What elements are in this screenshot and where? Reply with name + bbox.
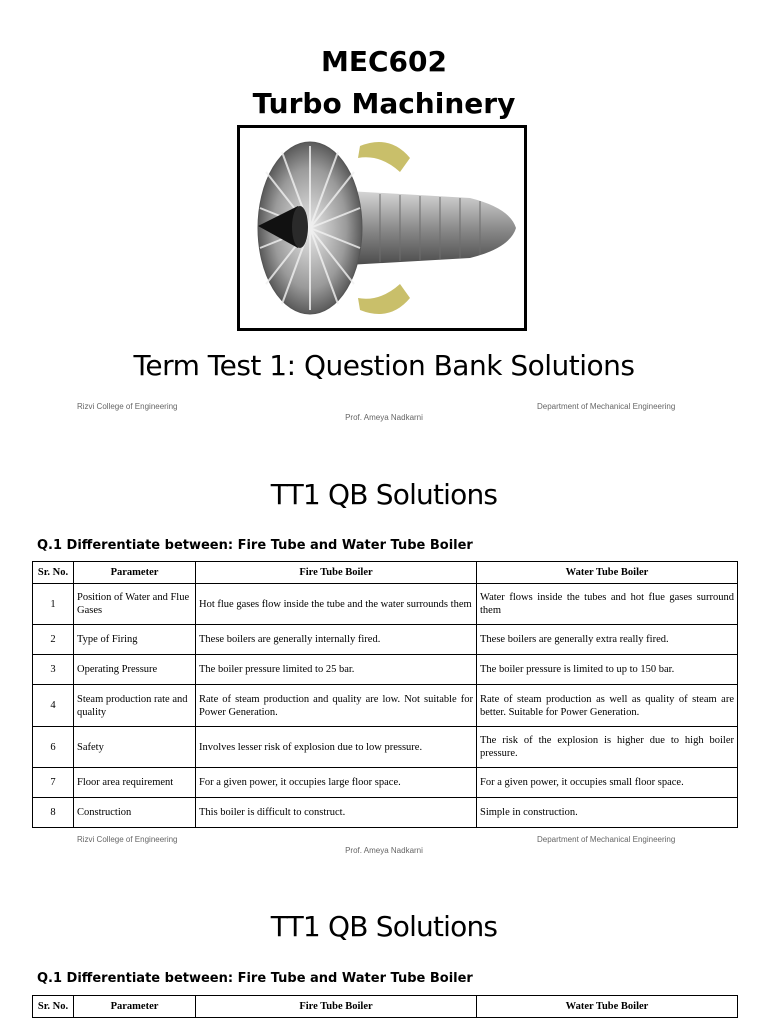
header-parameter: Parameter — [74, 562, 196, 584]
table-row — [33, 655, 738, 685]
footer-college: Rizvi College of Engineering — [77, 835, 178, 844]
header-fire-tube: Fire Tube Boiler — [196, 562, 477, 584]
footer-college: Rizvi College of Engineering — [77, 402, 178, 411]
section-heading: TT1 QB Solutions — [270, 478, 498, 511]
course-code-title: MEC602 — [321, 45, 447, 78]
header-water-tube: Water Tube Boiler — [477, 562, 738, 584]
header-sr-no: Sr. No. — [33, 562, 74, 584]
turbofan-engine-image — [237, 125, 527, 331]
boiler-comparison-table — [32, 561, 738, 828]
cell-water-tube: The risk of the explosion is higher due to high boiler pressure. — [477, 727, 738, 768]
question-title: Q.1 Differentiate between: Fire Tube and Water Tube Boiler — [37, 538, 473, 553]
footer-professor: Prof. Ameya Nadkarni — [345, 413, 423, 422]
cell-fire-tube: Hot flue gases flow inside the tube and the water surrounds them — [196, 584, 477, 625]
table-row — [33, 768, 738, 798]
course-name-title: Turbo Machinery — [252, 87, 516, 120]
cell-water-tube: The boiler pressure is limited to up to 150 bar. — [477, 655, 738, 685]
cell-fire-tube: Involves lesser risk of explosion due to low pressure. — [196, 727, 477, 768]
table-header-row — [33, 996, 738, 1018]
table-header-row — [33, 562, 738, 584]
cell-sr-no: 1 — [33, 584, 74, 625]
slide-subtitle: Term Test 1: Question Bank Solutions — [133, 349, 635, 382]
cell-sr-no: 2 — [33, 625, 74, 655]
boiler-comparison-table — [32, 995, 738, 1018]
question-title: Q.1 Differentiate between: Fire Tube and Water Tube Boiler — [37, 971, 473, 986]
cell-parameter: Type of Firing — [74, 625, 196, 655]
header-sr-no: Sr. No. — [33, 996, 74, 1018]
cell-sr-no: 3 — [33, 655, 74, 685]
cell-fire-tube: For a given power, it occupies large floor space. — [196, 768, 477, 798]
cell-sr-no: 7 — [33, 768, 74, 798]
section-heading: TT1 QB Solutions — [270, 910, 498, 943]
cell-fire-tube: The boiler pressure limited to 25 bar. — [196, 655, 477, 685]
jet-engine-illustration — [240, 128, 524, 328]
footer-professor: Prof. Ameya Nadkarni — [345, 846, 423, 855]
table-row — [33, 625, 738, 655]
header-fire-tube: Fire Tube Boiler — [196, 996, 477, 1018]
cell-water-tube: For a given power, it occupies small floor space. — [477, 768, 738, 798]
footer-department: Department of Mechanical Engineering — [537, 402, 676, 411]
cell-parameter: Steam production rate and quality — [74, 685, 196, 727]
cell-fire-tube: This boiler is difficult to construct. — [196, 798, 477, 828]
cell-sr-no: 6 — [33, 727, 74, 768]
cell-sr-no: 8 — [33, 798, 74, 828]
table-row — [33, 685, 738, 727]
cell-fire-tube: These boilers are generally internally fired. — [196, 625, 477, 655]
cell-water-tube: Water flows inside the tubes and hot flue gases surround them — [477, 584, 738, 625]
cell-parameter: Operating Pressure — [74, 655, 196, 685]
cell-water-tube: Rate of steam production as well as quality of steam are better. Suitable for Power Generation. — [477, 685, 738, 727]
table-row — [33, 584, 738, 625]
cell-sr-no: 4 — [33, 685, 74, 727]
cell-water-tube: Simple in construction. — [477, 798, 738, 828]
cell-parameter: Safety — [74, 727, 196, 768]
cell-parameter: Construction — [74, 798, 196, 828]
cell-fire-tube: Rate of steam production and quality are low. Not suitable for Power Generation. — [196, 685, 477, 727]
table-row — [33, 798, 738, 828]
header-water-tube: Water Tube Boiler — [477, 996, 738, 1018]
cell-water-tube: These boilers are generally extra really fired. — [477, 625, 738, 655]
cell-parameter: Floor area requirement — [74, 768, 196, 798]
cell-parameter: Position of Water and Flue Gases — [74, 584, 196, 625]
footer-department: Department of Mechanical Engineering — [537, 835, 676, 844]
header-parameter: Parameter — [74, 996, 196, 1018]
table-row — [33, 727, 738, 768]
